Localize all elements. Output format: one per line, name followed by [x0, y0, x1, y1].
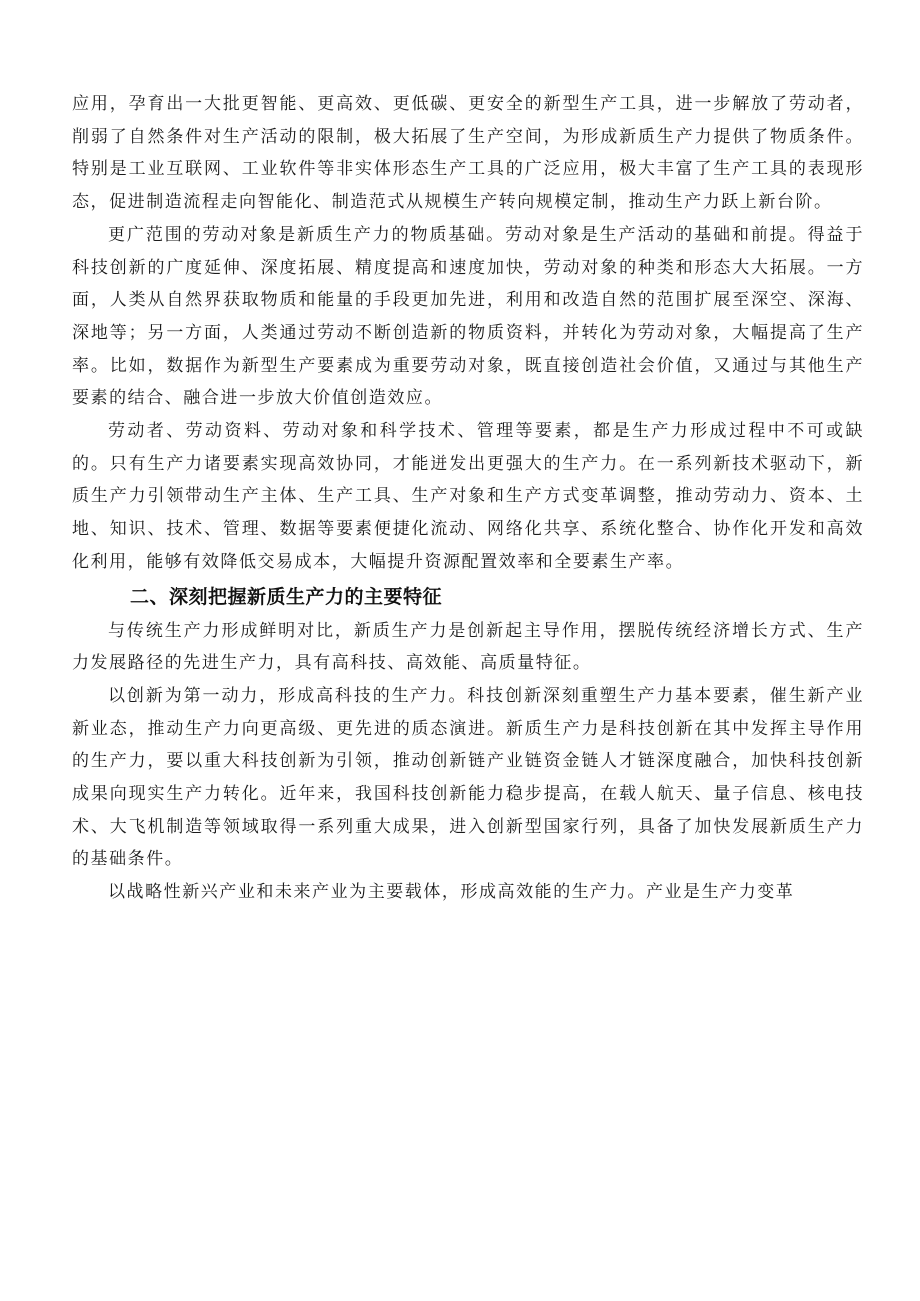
section-heading: 二、深刻把握新质生产力的主要特征 [130, 585, 443, 608]
document-page [72, 88, 864, 909]
paragraph-6: 以战略性新兴产业和未来产业为主要载体，形成高效能的生产力。产业是生产力变革 [108, 882, 795, 903]
paragraph-1: 应用，孕育出一大批更智能、更高效、更低碳、更安全的新型生产工具，进一步解放了劳动者，削弱了自然条件对生产活动的限制，极大拓展了生产空间，为形成新质生产力提供了物质条件。特别是工业互联网、工业软件等非实体形态生产工具的广泛应用，极大丰富了生产工具的表现形态，促进制造流程走向智能化、制造范式从规模生产转向规模定制，推动生产力跃上新台阶。 [72, 94, 864, 213]
paragraph-5: 以创新为第一动力，形成高科技的生产力。科技创新深刻重塑生产力基本要素，催生新产业新业态，推动生产力向更高级、更先进的质态演进。新质生产力是科技创新在其中发挥主导作用的生产力，要以重大科技创新为引领，推动创新链产业链资金链人才链深度融合，加快科技创新成果向现实生产力转化。近年来，我国科技创新能力稳步提高，在载人航天、量子信息、核电技术、大飞机制造等领域取得一系列重大成果，进入创新型国家行列，具备了加快发展新质生产力的基础条件。 [72, 685, 864, 870]
paragraph-3: 劳动者、劳动资料、劳动对象和科学技术、管理等要素，都是生产力形成过程中不可或缺的。只有生产力诸要素实现高效协同，才能迸发出更强大的生产力。在一系列新技术驱动下，新质生产力引领带动生产主体、生产工具、生产对象和生产方式变革调整，推动劳动力、资本、土地、知识、技术、管理、数据等要素便捷化流动、网络化共享、系统化整合、协作化开发和高效化利用，能够有效降低交易成本，大幅提升资源配置效率和全要素生产率。 [72, 421, 864, 572]
paragraph-4: 与传统生产力形成鲜明对比，新质生产力是创新起主导作用，摆脱传统经济增长方式、生产力发展路径的先进生产力，具有高科技、高效能、高质量特征。 [72, 620, 864, 674]
paragraph-2: 更广范围的劳动对象是新质生产力的物质基础。劳动对象是生产活动的基础和前提。得益于科技创新的广度延伸、深度拓展、精度提高和速度加快，劳动对象的种类和形态大大拓展。一方面，人类从自然界获取物质和能量的手段更加先进，利用和改造自然的范围扩展至深空、深海、深地等；另一方面，人类通过劳动不断创造新的物质资料，并转化为劳动对象，大幅提高了生产率。比如，数据作为新型生产要素成为重要劳动对象，既直接创造社会价值，又通过与其他生产要素的结合、融合进一步放大价值创造效应。 [72, 224, 864, 409]
